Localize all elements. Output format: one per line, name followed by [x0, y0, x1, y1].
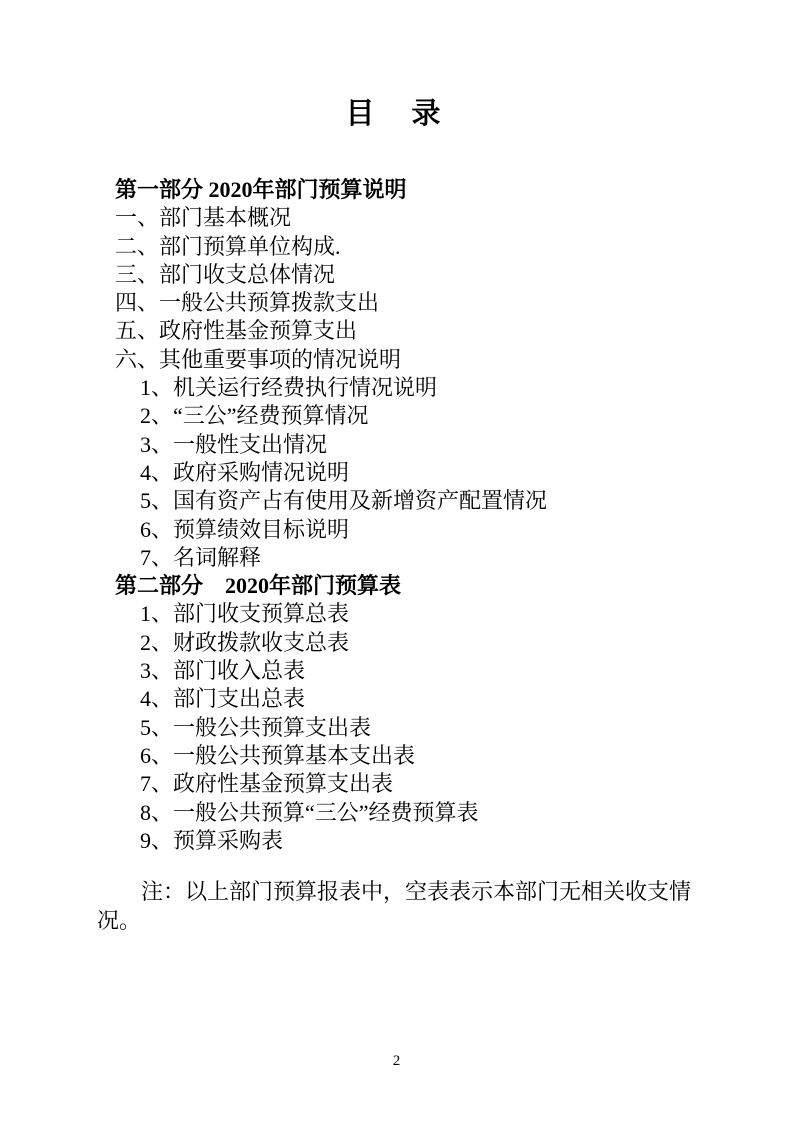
toc-subitem: 6、一般公共预算基本支出表 — [140, 742, 416, 768]
toc-subitem: 3、部门收入总表 — [140, 658, 306, 684]
toc-item: 二、部门预算单位构成. — [115, 233, 341, 259]
toc-subitem: 2、财政拨款收支总表 — [140, 629, 350, 655]
section-heading-part-2: 第二部分 2020年部门预算表 — [115, 573, 402, 599]
toc-subitem: 1、机关运行经费执行情况说明 — [140, 375, 438, 401]
toc-item: 五、政府性基金预算支出 — [115, 318, 358, 344]
toc-subitem: 9、预算采购表 — [140, 827, 284, 853]
page-title: 目 录 — [345, 98, 445, 130]
toc-subitem: 5、一般公共预算支出表 — [140, 714, 372, 740]
toc-item: 六、其他重要事项的情况说明 — [115, 346, 402, 372]
toc-subitem: 7、政府性基金预算支出表 — [140, 771, 394, 797]
toc-subitem: 5、国有资产占有使用及新增资产配置情况 — [140, 488, 548, 514]
toc-subitem: 4、部门支出总表 — [140, 686, 306, 712]
toc-item: 一、部门基本概况 — [115, 205, 292, 231]
toc-subitem: 2、“三公”经费预算情况 — [140, 403, 369, 429]
toc-item: 三、部门收支总体情况 — [115, 261, 336, 287]
toc-subitem: 3、一般性支出情况 — [140, 431, 328, 457]
toc-item: 四、一般公共预算拨款支出 — [115, 290, 380, 316]
note-paragraph: 注：以上部门预算报表中，空表表示本部门无相关收支情况。 — [97, 879, 692, 934]
page-number: 2 — [392, 1053, 401, 1069]
toc-subitem: 8、一般公共预算“三公”经费预算表 — [140, 799, 479, 825]
table-of-contents — [97, 176, 693, 935]
toc-subitem: 6、预算绩效目标说明 — [140, 516, 350, 542]
toc-subitem: 1、部门收支预算总表 — [140, 601, 350, 627]
toc-subitem: 4、政府采购情况说明 — [140, 459, 350, 485]
toc-subitem: 7、名词解释 — [140, 544, 262, 570]
section-heading-part-1: 第一部分 2020年部门预算说明 — [115, 177, 407, 202]
